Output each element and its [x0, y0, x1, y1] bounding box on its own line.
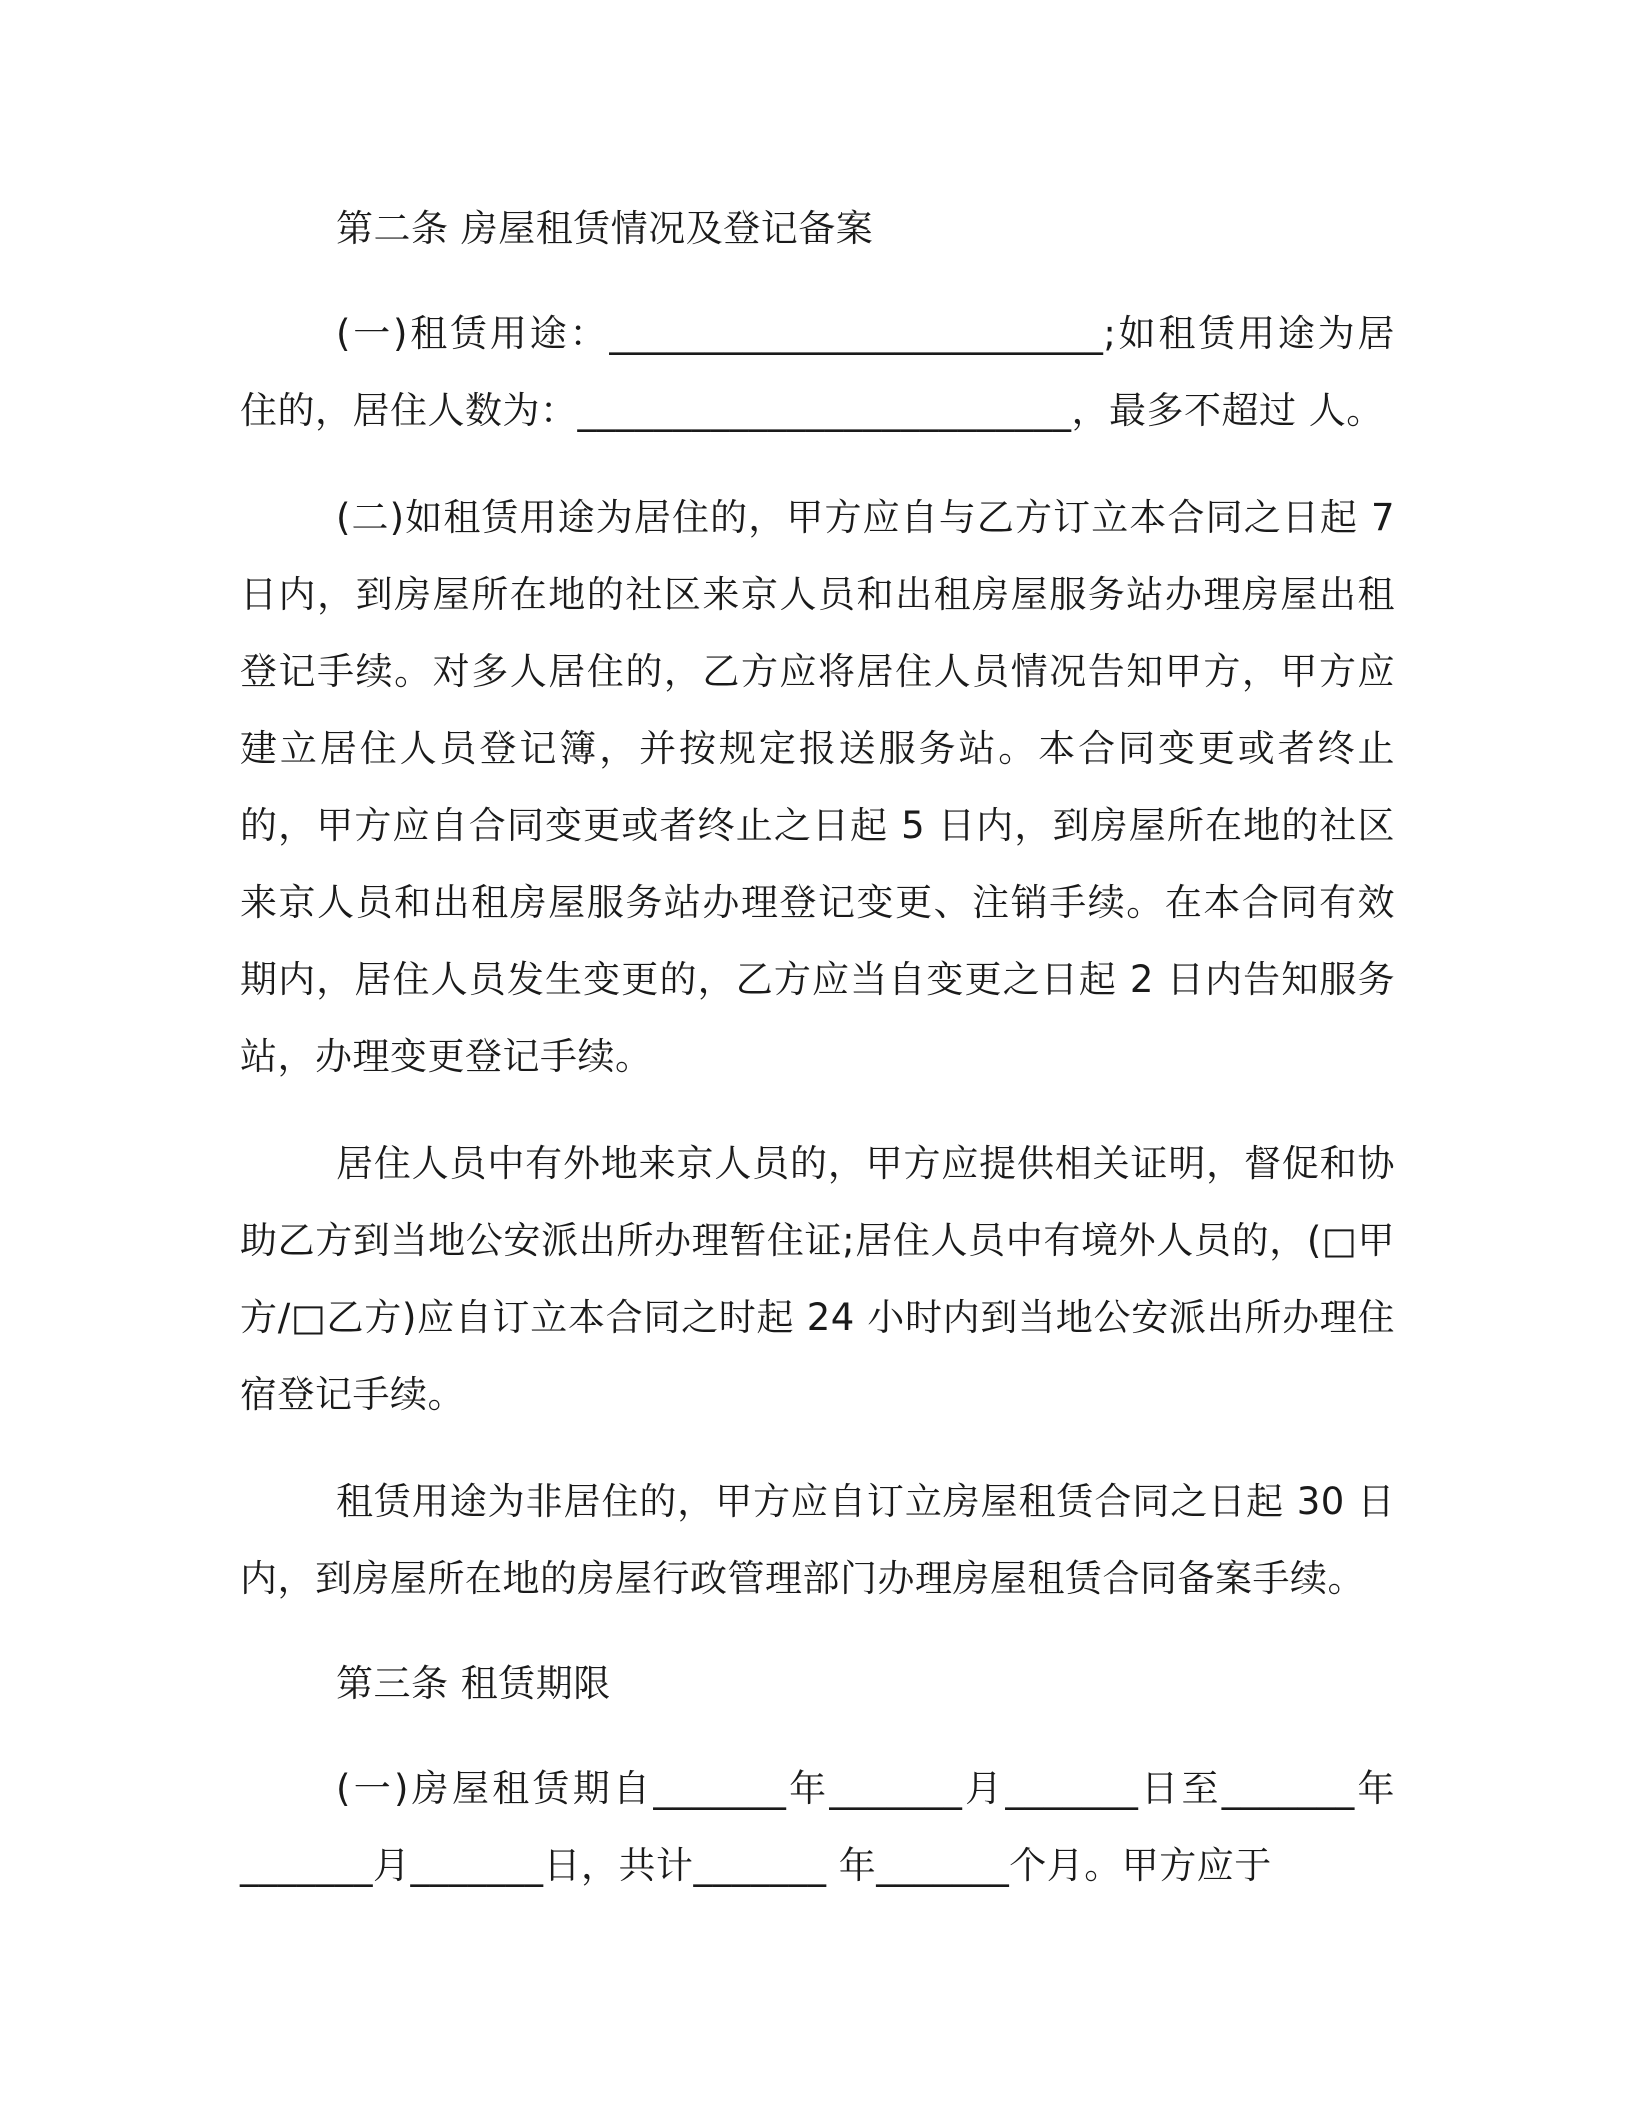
article-2-paragraph-non-residential: 租赁用途为非居住的，甲方应自订立房屋租赁合同之日起 30 日内，到房屋所在地的房屋行政管理部门办理房屋租赁合同备案手续。 — [240, 1480, 1395, 1600]
article-2-paragraph-residents: 居住人员中有外地来京人员的，甲方应提供相关证明，督促和协助乙方到当地公安派出所办理暂住证;居住人员中有境外人员的，(□甲方/□乙方)应自订立本合同之时起 24 小时内到当地公安派出所办理住宿登记手续。 — [240, 1142, 1395, 1416]
article-2-clause-2: (二)如租赁用途为居住的，甲方应自与乙方订立本合同之日起 7 日内，到房屋所在地的社区来京人员和出租房屋服务站办理房屋出租登记手续。对多人居住的，乙方应将居住人员情况告知甲方，甲方应建立居住人员登记簿，并按规定报送服务站。本合同变更或者终止的，甲方应自合同变更或者终止之日起 5 日内，到房屋所在地的社区来京人员和出租房屋服务站办理登记变更、注销手续。在本合同有效期内，居住人员发生变更的，乙方应当自变更之日起 2 日内告知服务站，办理变更登记手续。 — [240, 496, 1395, 1078]
article-2-clause-1: (一)租赁用途：__________________________;如租赁用途为居住的，居住人数为：__________________________，最多不超过 人。 — [240, 312, 1395, 432]
document-page — [240, 190, 1395, 1904]
article-2-heading: 第二条 房屋租赁情况及登记备案 — [336, 207, 874, 250]
article-3-heading: 第三条 租赁期限 — [336, 1662, 611, 1705]
article-3-clause-1: (一)房屋租赁期自_______年_______月_______日至_______年_______月_______日，共计_______ 年_______个月。甲方应于 — [240, 1767, 1395, 1887]
